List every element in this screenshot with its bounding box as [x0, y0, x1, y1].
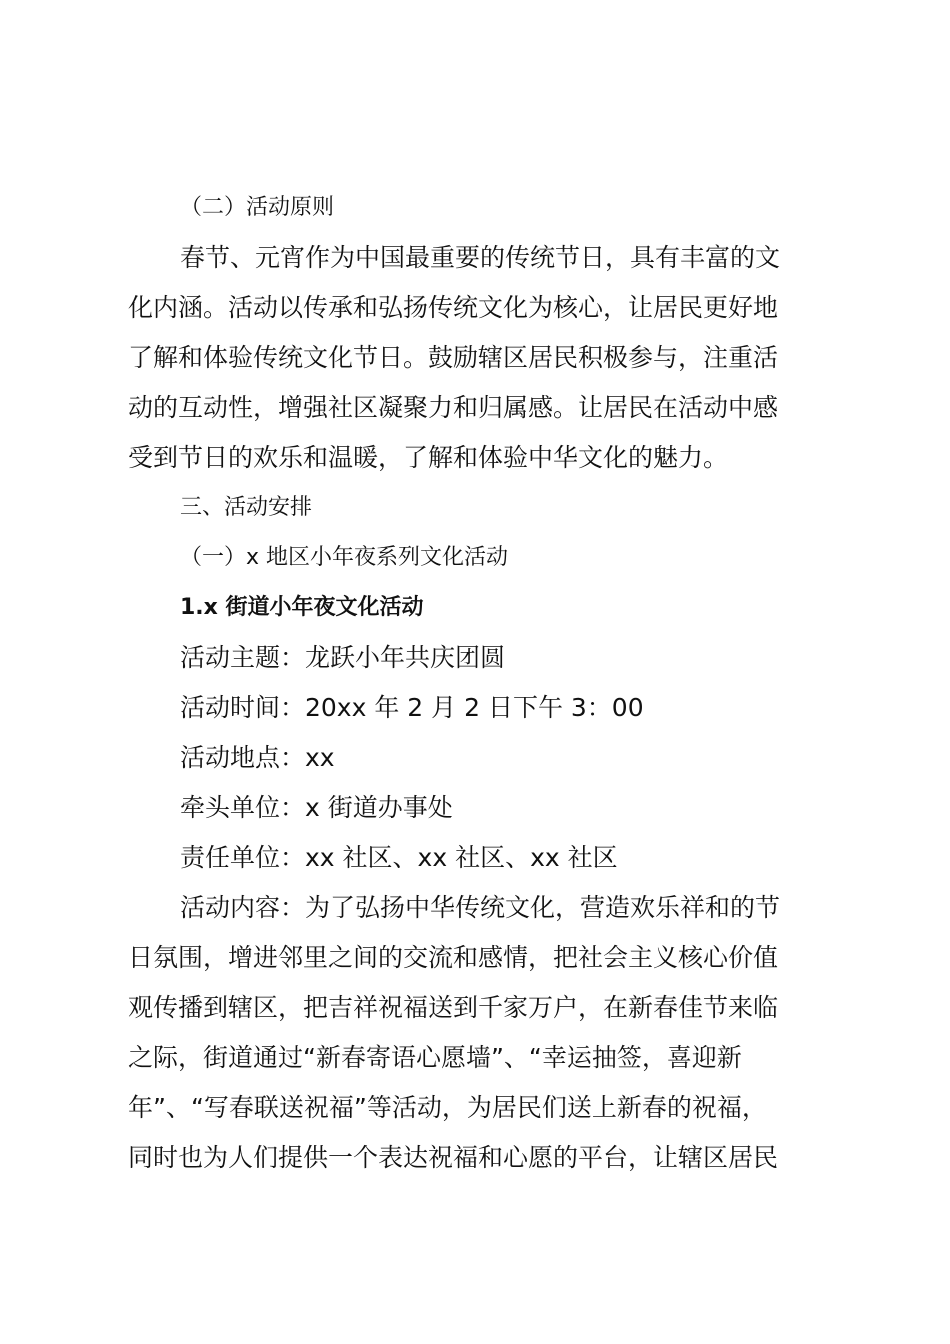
- paragraph-line: 之际，街道通过“新春寄语心愿墙”、“幸运抽签，喜迎新: [128, 1043, 742, 1072]
- section-heading-principles: （二）活动原则: [180, 195, 335, 220]
- paragraph-line: 动的互动性，增强社区凝聚力和归属感。让居民在活动中感: [128, 393, 779, 422]
- paragraph-line: 活动内容：为了弘扬中华传统文化，营造欢乐祥和的节: [180, 893, 781, 922]
- paragraph-line: 同时也为人们提供一个表达祝福和心愿的平台，让辖区居民: [128, 1143, 779, 1172]
- paragraph-line: 观传播到辖区，把吉祥祝福送到千家万户，在新春佳节来临: [128, 993, 779, 1022]
- activity-theme: 活动主题：龙跃小年共庆团圆: [180, 643, 506, 672]
- subsection-heading: （一）x 地区小年夜系列文化活动: [180, 545, 509, 570]
- responsible-units: 责任单位：xx 社区、xx 社区、xx 社区: [180, 843, 618, 872]
- paragraph-line: 日氛围，增进邻里之间的交流和感情，把社会主义核心价值: [128, 943, 779, 972]
- section-heading-arrangements: 三、活动安排: [180, 495, 313, 520]
- activity-time: 活动时间：20xx 年 2 月 2 日下午 3：00: [180, 693, 644, 722]
- paragraph-line: 受到节日的欢乐和温暖，了解和体验中华文化的魅力。: [128, 443, 729, 472]
- activity-location: 活动地点：xx: [180, 743, 335, 772]
- document-body: [128, 183, 848, 1183]
- paragraph-line: 年”、“写春联送祝福”等活动，为居民们送上新春的祝福，: [128, 1093, 767, 1122]
- lead-unit: 牵头单位：x 街道办事处: [180, 793, 453, 822]
- paragraph-line: 化内涵。活动以传承和弘扬传统文化为核心，让居民更好地: [128, 293, 779, 322]
- paragraph-line: 了解和体验传统文化节日。鼓励辖区居民积极参与，注重活: [128, 343, 779, 372]
- paragraph-line: 春节、元宵作为中国最重要的传统节日，具有丰富的文: [180, 243, 781, 272]
- item-heading: 1.x 街道小年夜文化活动: [180, 595, 424, 620]
